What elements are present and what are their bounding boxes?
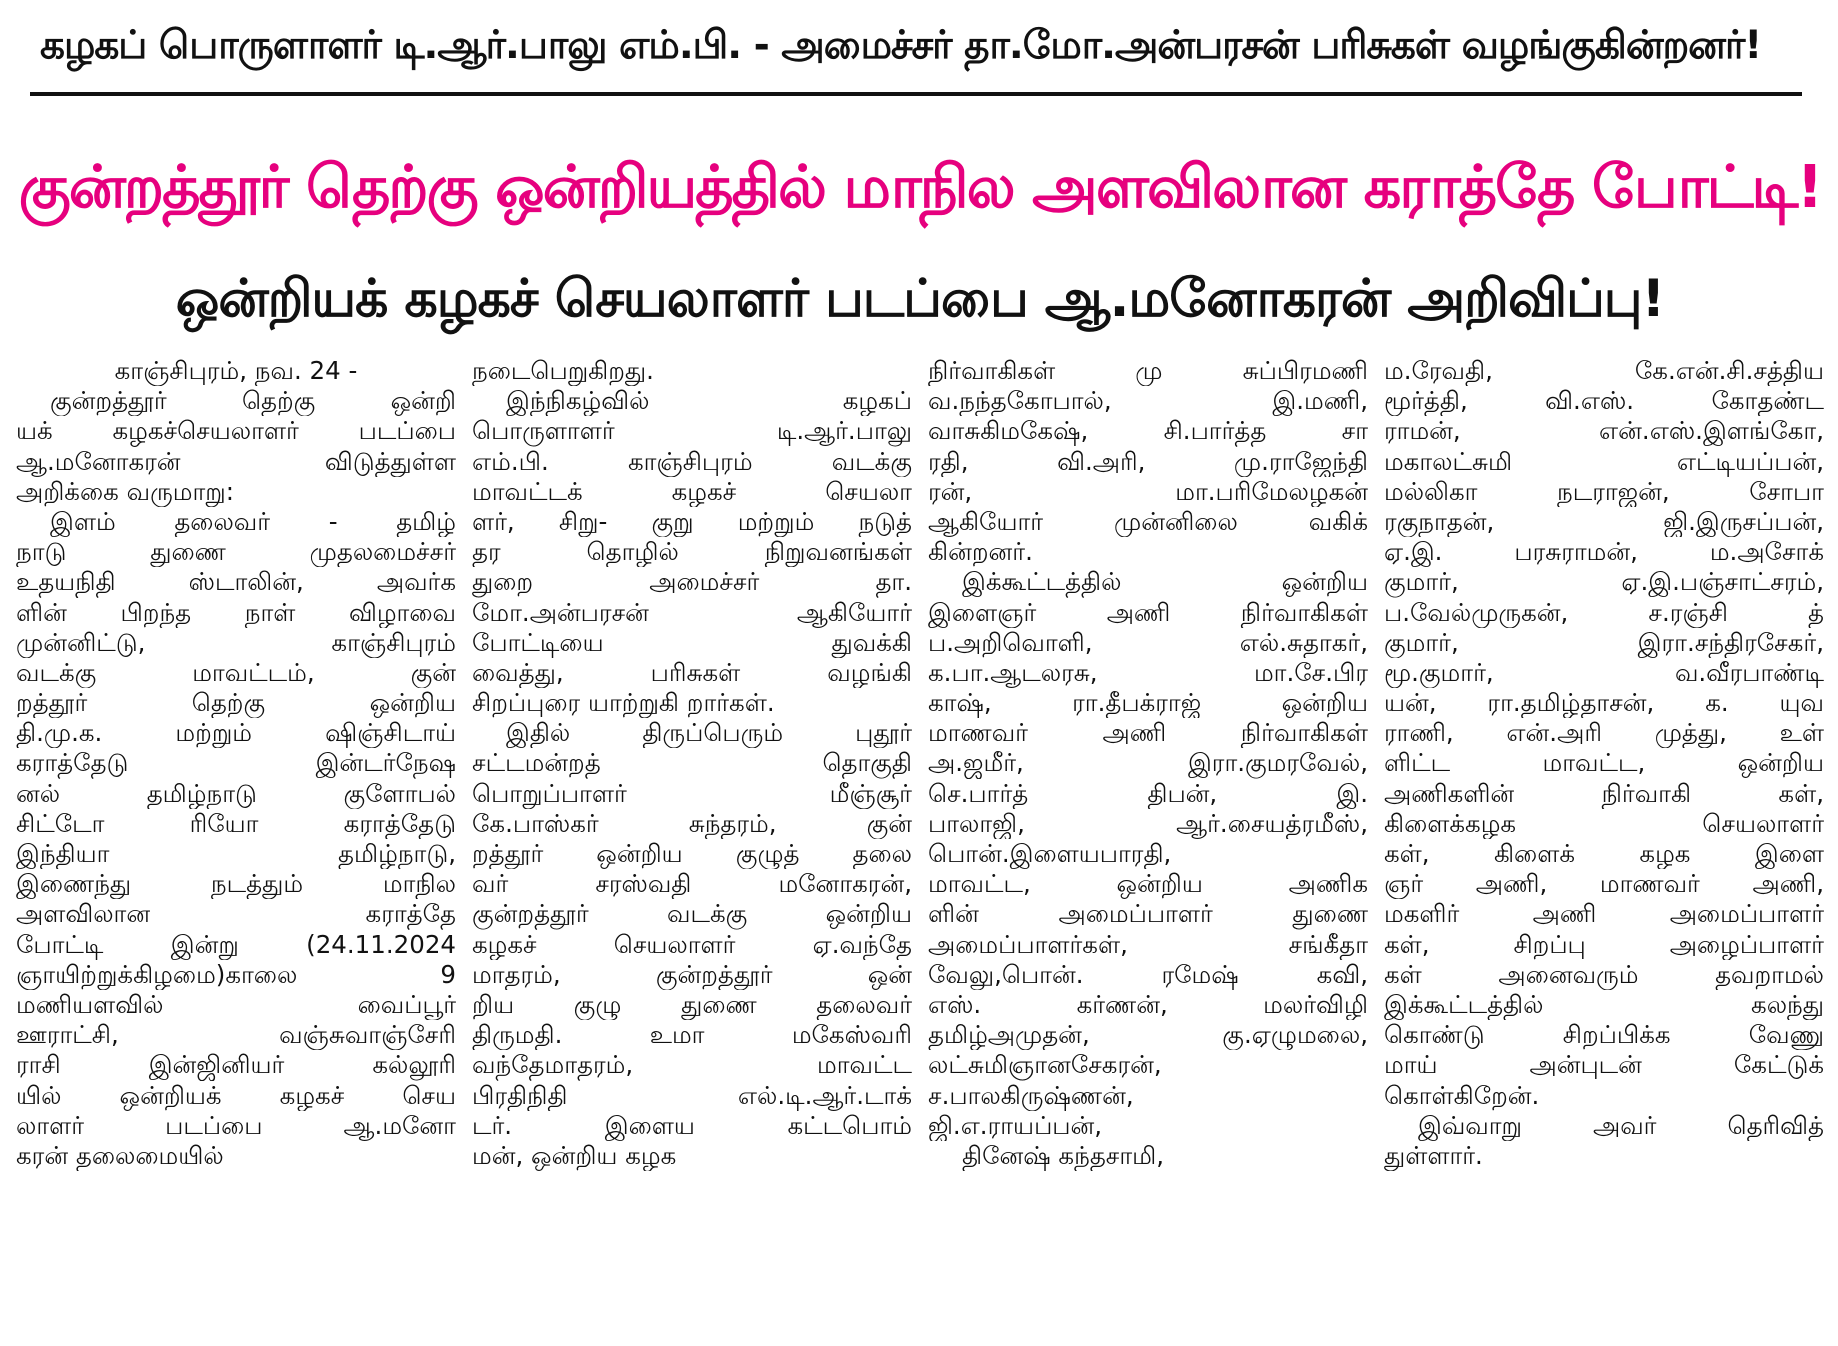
kicker-underline — [30, 92, 1802, 96]
article-line: வைத்து, பரிசுகள் வழங்கி — [472, 657, 912, 687]
article-line: கரன் தலைமையில் — [16, 1140, 224, 1170]
article-line: சிறப்புரை யாற்றுகி றார்கள். — [472, 688, 775, 718]
article-line: குமார், இரா.சந்திரசேகர், — [1384, 627, 1824, 657]
article-line: வாசுகிமகேஷ், சி.பார்த்த சா — [928, 416, 1368, 446]
article-line: ரதி, வி.அரி, மு.ராஜேந்தி — [928, 446, 1368, 476]
article-line: ஞர் அணி, மாணவர் அணி, — [1384, 869, 1824, 899]
article-line: போட்டியை துவக்கி — [472, 627, 912, 657]
article-line: மல்லிகா நடராஜன், சோபா — [1384, 476, 1824, 506]
article-line: ளிட்ட மாவட்ட, ஒன்றிய — [1384, 748, 1824, 778]
article-line: இக்கூட்டத்தில் ஒன்றிய — [962, 567, 1368, 597]
article-line: மாதரம், குன்றத்தூர் ஒன் — [472, 959, 912, 989]
article-line: மகளிர் அணி அமைப்பாளர் — [1384, 899, 1824, 929]
article-line: கள், கிளைக் கழக இளை — [1384, 839, 1824, 868]
article-line: இந்தியா தமிழ்நாடு, — [16, 839, 456, 868]
article-line: கழகச் செயலாளர் ஏ.வந்தே — [472, 929, 912, 959]
article-line: மோ.அன்பரசன் ஆகியோர் — [472, 597, 912, 627]
article-line: டர். இளைய கட்டபொம் — [472, 1110, 912, 1140]
article-line: சிட்டோ ரியோ கராத்தேடு — [16, 808, 456, 838]
article-line: மாணவர் அணி நிர்வாகிகள் — [928, 718, 1368, 748]
article-line: ச.பாலகிருஷ்ணன், — [928, 1080, 1134, 1110]
article-line: கள் அனைவரும் தவறாமல் — [1384, 959, 1824, 989]
article-line: செ.பார்த் திபன், இ. — [928, 778, 1368, 808]
article-line: றத்தூர் தெற்கு ஒன்றிய — [16, 688, 456, 718]
article-line: ப.அறிவொளி, எல்.சுதாகர், — [928, 627, 1368, 657]
article-line: ஆ.மனோகரன் விடுத்துள்ள — [16, 446, 456, 476]
article-line: நடைபெறுகிறது. — [472, 356, 654, 385]
article-line: இளம் தலைவர் - தமிழ் — [50, 506, 456, 536]
article-line: னல் தமிழ்நாடு குளோபல் — [16, 778, 456, 808]
article-line: எஸ். கர்ணன், மலர்விழி — [928, 989, 1368, 1019]
article-line: பிரதிநிதி எல்.டி.ஆர்.டாக் — [472, 1080, 912, 1110]
article-line: திருமதி. உமா மகேஸ்வரி — [472, 1020, 912, 1050]
article-line: காஷ், ரா.தீபக்ராஜ் ஒன்றிய — [928, 688, 1368, 718]
article-line: ஏ.இ. பரசுராமன், ம.அசோக் — [1384, 537, 1824, 567]
article-line: ராணி, என்.அரி முத்து, உள் — [1384, 718, 1824, 748]
article-line: க.பா.ஆடலரசு, மா.சே.பிர — [928, 657, 1368, 687]
article-line: ஆகியோர் முன்னிலை வகிக் — [928, 506, 1368, 536]
article-line: போட்டி இன்று (24.11.2024 — [16, 929, 456, 959]
article-line: ளின் அமைப்பாளர் துணை — [928, 899, 1368, 929]
article-line: கொண்டு சிறப்பிக்க வேணு — [1384, 1020, 1824, 1050]
article-line: தமிழ்அமுதன், கு.ஏழுமலை, — [928, 1020, 1368, 1050]
article-line: வர் சரஸ்வதி மனோகரன், — [472, 869, 912, 899]
article-line: பொன்.இளையபாரதி, — [928, 839, 1172, 868]
article-line: வ.நந்தகோபால், இ.மணி, — [928, 386, 1368, 416]
article-line: அளவிலான கராத்தே — [16, 899, 456, 929]
article-line: லாளர் படப்பை ஆ.மனோ — [16, 1110, 456, 1140]
article-line: றிய குழு துணை தலைவர் — [472, 989, 912, 1019]
article-line: கொள்கிறேன். — [1384, 1080, 1540, 1110]
article-line: ராமன், என்.எஸ்.இளங்கோ, — [1384, 416, 1824, 446]
article-line: கே.பாஸ்கர் சுந்தரம், குன் — [472, 808, 912, 838]
article-line: முன்னிட்டு, காஞ்சிபுரம் — [16, 627, 456, 657]
article-line: இளைஞர் அணி நிர்வாகிகள் — [928, 597, 1368, 627]
article-line: ஜி.எ.ராயப்பன், — [928, 1110, 1103, 1140]
main-headline: குன்றத்தூர் தெற்கு ஒன்றியத்தில் மாநில அளவிலான கராத்தே போட்டி! — [18, 151, 1822, 221]
article-column-3 — [920, 356, 1376, 1338]
article-line: மூ.குமார், வ.வீரபாண்டி — [1384, 657, 1824, 687]
article-line: சட்டமன்றத் தொகுதி — [472, 748, 912, 778]
article-line: ம.ரேவதி, கே.என்.சி.சத்திய — [1384, 356, 1824, 385]
article-line: வந்தேமாதரம், மாவட்ட — [472, 1050, 912, 1080]
article-line: ஊராட்சி, வஞ்சுவாஞ்சேரி — [16, 1020, 456, 1050]
article-line: தினேஷ் கந்தசாமி, — [962, 1140, 1165, 1170]
article-line: மாவட்டக் கழகச் செயலா — [472, 476, 912, 506]
article-line: குன்றத்தூர் தெற்கு ஒன்றி — [50, 386, 456, 416]
article-column-4 — [1376, 356, 1832, 1338]
article-line: லட்சுமிஞானசேகரன், — [928, 1050, 1162, 1080]
article-column-1 — [8, 356, 464, 1338]
article-line: பொறுப்பாளர் மீஞ்சூர் — [472, 778, 912, 808]
article-line: தர தொழில் நிறுவனங்கள் — [472, 537, 912, 567]
article-line: ப.வேல்முருகன், ச.ரஞ்சி த் — [1384, 597, 1824, 627]
kicker-headline: கழகப் பொருளாளர் டி.ஆர்.பாலு எம்.பி. - அமைச்சர் தா.மோ.அன்பரசன் பரிசுகள் வழங்குகின்றனர்! — [40, 23, 1762, 68]
article-line: இந்நிகழ்வில் கழகப் — [506, 386, 912, 416]
article-line: இக்கூட்டத்தில் கலந்து — [1384, 989, 1824, 1019]
article-line: தி.மு.க. மற்றும் ஷிஞ்சிடாய் — [16, 718, 456, 748]
article-line: பாலாஜி, ஆர்.சையத்ரமீஸ், — [928, 808, 1368, 838]
article-line: ளர், சிறு- குறு மற்றும் நடுத் — [472, 506, 912, 536]
article-line: அணிகளின் நிர்வாகி கள், — [1384, 778, 1824, 808]
article-line: ஞாயிற்றுக்கிழமை)காலை 9 — [16, 959, 456, 989]
article-line: எம்.பி. காஞ்சிபுரம் வடக்கு — [472, 446, 912, 476]
article-line: அறிக்கை வருமாறு: — [16, 476, 235, 506]
article-line: மாய் அன்புடன் கேட்டுக் — [1384, 1050, 1824, 1080]
article-line: பொருளாளர் டி.ஆர்.பாலு — [472, 416, 912, 446]
article-line: துறை அமைச்சர் தா. — [472, 567, 912, 597]
article-line: ராசி இன்ஜினியர் கல்லூரி — [16, 1050, 456, 1080]
article-column-2 — [464, 356, 920, 1338]
article-line: நாடு துணை முதலமைச்சர் — [16, 537, 456, 567]
article-line: கராத்தேடு இன்டர்நேஷ — [16, 748, 456, 778]
article-line: இணைந்து நடத்தும் மாநில — [16, 869, 456, 899]
article-line: மூர்த்தி, வி.எஸ். கோதண்ட — [1384, 386, 1824, 416]
article-line: ரகுநாதன், ஜி.இருசப்பன், — [1384, 506, 1824, 536]
article-line: கின்றனர். — [928, 537, 1033, 567]
article-line: துள்ளார். — [1384, 1140, 1483, 1170]
article-line: மணியளவில் வைப்பூர் — [16, 989, 456, 1019]
article-line: மகாலட்சுமி எட்டியப்பன், — [1384, 446, 1824, 476]
article-line: ரன், மா.பரிமேலழகன் — [928, 476, 1368, 506]
article-line: கள், சிறப்பு அழைப்பாளர் — [1384, 929, 1824, 959]
sub-headline: ஒன்றியக் கழகச் செயலாளர் படப்பை ஆ.மனோகரன் அறிவிப்பு! — [175, 268, 1665, 329]
article-line: வேலு,பொன். ரமேஷ் கவி, — [928, 959, 1368, 989]
article-line: இதில் திருப்பெரும் புதூர் — [506, 718, 912, 748]
article-line: அமைப்பாளர்கள், சங்கீதா — [928, 929, 1368, 959]
article-line: கிளைக்கழக செயலாளர் — [1384, 808, 1824, 838]
article-line: யில் ஒன்றியக் கழகச் செய — [16, 1080, 456, 1110]
article-line: காஞ்சிபுரம், நவ. 24 - — [114, 356, 358, 385]
article-body — [8, 356, 1832, 1338]
article-line: நிர்வாகிகள் மு சுப்பிரமணி — [928, 356, 1368, 385]
article-line: இவ்வாறு அவர் தெரிவித் — [1418, 1110, 1824, 1140]
article-line: ளின் பிறந்த நாள் விழாவை — [16, 597, 456, 627]
article-line: குமார், ஏ.இ.பஞ்சாட்சரம், — [1384, 567, 1824, 597]
article-line: யக் கழகச்செயலாளர் படப்பை — [16, 416, 456, 446]
article-line: வடக்கு மாவட்டம், குன் — [16, 657, 456, 687]
article-line: றத்தூர் ஒன்றிய குழுத் தலை — [472, 839, 912, 868]
article-line: மன், ஒன்றிய கழக — [472, 1140, 677, 1170]
article-line: யன், ரா.தமிழ்தாசன், க. யுவ — [1384, 688, 1824, 718]
article-line: அ.ஜமீர், இரா.குமரவேல், — [928, 748, 1368, 778]
article-line: குன்றத்தூர் வடக்கு ஒன்றிய — [472, 899, 912, 929]
article-line: மாவட்ட, ஒன்றிய அணிக — [928, 869, 1368, 899]
article-line: உதயநிதி ஸ்டாலின், அவர்க — [16, 567, 456, 597]
